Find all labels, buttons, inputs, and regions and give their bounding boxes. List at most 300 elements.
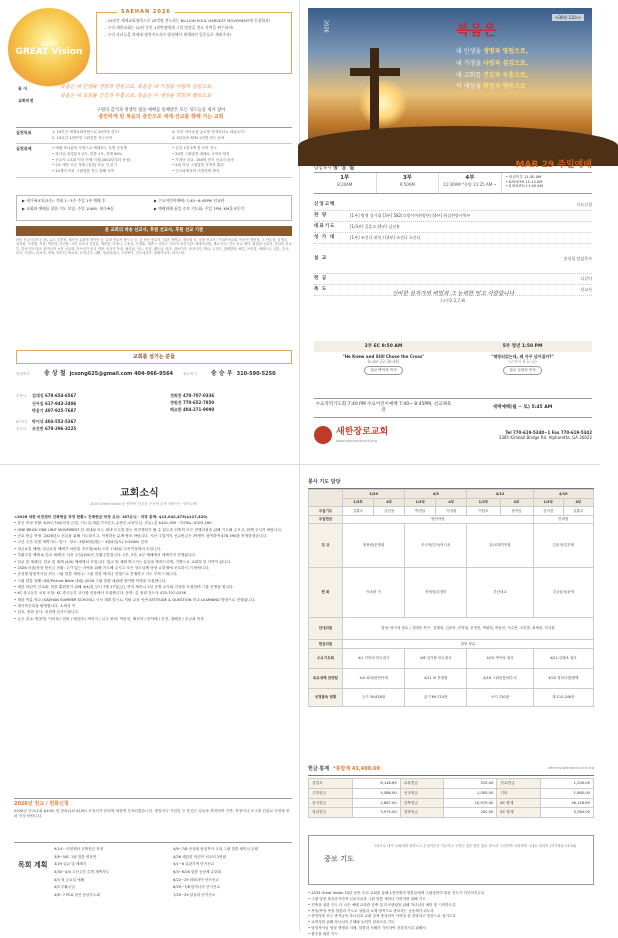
offering-value: 1,200.00 bbox=[540, 779, 593, 789]
prayer-item: • 그림 말씀 복음증거사역 선교사들과 그림 말씀 세미나 사역자를 위해 기도 bbox=[308, 896, 426, 901]
fellowship-body: 2026년 친교(1회 $400) 및 헌화(1회 $100) 신청서가 준비에 새롭게 부착되었습니다. 생일이나 기념일 등 뜻깊은 날들을 축하하며 가족, 목장이나 소그룹 단위로 사랑을 헌화 신청 바랍니다. bbox=[14, 809, 290, 818]
staff-name: 조진만 678-296-3225 bbox=[32, 426, 77, 432]
news-item: <2026 새한 비전센터 건축헌금 작정 현황> 건축헌금 작정 유닛: 187유닛 · 작정 총액: $13,042,475($127,420) bbox=[14, 515, 208, 519]
plan-item: 4. 3년동안 ATM 1천명 전도 동력 bbox=[172, 135, 225, 140]
order-key: 신앙고백 bbox=[314, 202, 336, 208]
offering-value: 200.00 bbox=[444, 808, 497, 818]
offering-key: 장학헌금 bbox=[400, 808, 444, 818]
church-url[interactable]: www.saehanchurch.org bbox=[336, 438, 377, 443]
plan-col-left bbox=[54, 843, 173, 924]
duty-cell: 최용렬/문명섭 bbox=[343, 524, 405, 568]
senior-name: 송 승 우 bbox=[211, 370, 233, 377]
duty-date: 4/12 bbox=[467, 490, 533, 499]
plan-label: 실천목표 bbox=[16, 130, 32, 135]
duty-cell: 길훈모 bbox=[563, 507, 593, 516]
other-services-header bbox=[314, 341, 592, 352]
hero-lines bbox=[456, 48, 528, 95]
duty-label: 성경통독 현황 bbox=[309, 688, 343, 706]
saehan-line: - 우리 자녀들을 차세대 영적지도자로 양성해서 세계하인 일꾼들로 세워주자! bbox=[105, 31, 232, 37]
hero-line-a: 내 가정을 bbox=[456, 59, 482, 67]
ec-sermon-title: "He Knew and Still Chose the Cross" bbox=[342, 354, 425, 359]
offering-value: 36,126.69 bbox=[540, 798, 593, 808]
staff-name: 정희찬 470-707-0336 bbox=[170, 393, 215, 398]
service-clock: 9:50AM bbox=[399, 182, 415, 188]
order-value: [1/3부] 길훈모 [4부] 김선용 bbox=[350, 224, 400, 230]
order-row bbox=[314, 211, 592, 222]
news-item: • 선교 헌금 작정: 2026년도 선교를 위해 기도하시고, 작정하신 분께 협조 바랍니다. 지난 주일까지 선교헌금은 79명이 참여하여 $78,390을 작정하셨습니다. bbox=[14, 534, 268, 539]
youth-sermon-ref: (로마서 6:1~2) bbox=[508, 359, 537, 365]
staff-title: 전도사 bbox=[16, 427, 27, 432]
news-item: • 입교 및 세례식: 입교 및 세례 (4/5) 예배에서 모입니다. 입교 및 세례 받으시는 분들을 축하드리며, 기쁨으로 교회의 한 가족이 됩니다. bbox=[14, 559, 232, 564]
hero-line bbox=[456, 72, 528, 80]
news-item: • 새한 어린이 선교회: 말씀 훈련하기 위해 4/4(일 부터 7월 17일(금), 까지 세미나 1년 운영 교사와 가정을 모집하며 그룹 운영을 합니다. bbox=[14, 584, 234, 589]
hero-line-b: 건강과 부흥으로, bbox=[483, 71, 528, 79]
ministry-plan bbox=[14, 842, 292, 924]
schedule-item: ▶ 새가족교육(3주): 격월 1~3주 주일 1부 예배 후 bbox=[22, 198, 106, 203]
staff-entry bbox=[154, 400, 292, 405]
staff-grid bbox=[16, 393, 292, 434]
duty-cell: 김윤정/김진제 bbox=[533, 524, 593, 568]
duty-label: 안내위원 bbox=[309, 618, 343, 640]
news-item: • ONE BRICK ONE UNIT MOVEMENT 한 세대와 모는 세대 모두를 품는 비전센터가 될 수 있도록 건축의 모든 전행과정을 위해 기도해 주시고, 함께 주시기 바랍니다. bbox=[14, 527, 283, 532]
order-key: 헌 금 bbox=[314, 276, 328, 282]
offering-key: EC 합계 bbox=[497, 808, 541, 818]
church-phone: Tel 770-619-5340~1 Fax 770-619-5342 bbox=[505, 429, 592, 435]
duty-cell: 쓰기 720장 bbox=[467, 688, 533, 706]
duty-table bbox=[308, 489, 594, 707]
hero-line bbox=[456, 83, 528, 91]
news-item: • 2026 마을/목장 헌신금 현황: 주가 있는 지역을 위해 기도해 주시고 모든 성도님께 당당 요한계에 공로하시 기 바랍니다. bbox=[14, 565, 210, 570]
duty-sub-row bbox=[309, 498, 594, 507]
saehan-line: - 우리 새한교회는 10년 동안 1천만명에게 그림 말씀을 전도 사역을 완수하자! bbox=[105, 24, 234, 30]
duty-cell: 담당 장로 bbox=[343, 640, 594, 649]
plan-event: 6/29~7/8 탄자니아 단기선교 bbox=[173, 885, 220, 890]
duty-cell: 이정섭 bbox=[436, 507, 467, 516]
offering-value: 5,364.00 bbox=[540, 808, 593, 818]
duty-sub: 4부 bbox=[374, 498, 405, 507]
duty-row bbox=[309, 568, 594, 618]
duty-sub: 1/3부 bbox=[467, 498, 500, 507]
service-info bbox=[314, 160, 592, 172]
news-item: • 성금요일 예배: 성금요일 예배가 마련된 곳모임(4/3) 오후 7:45분 다목적실에서 모입니다. bbox=[14, 546, 162, 551]
service-times bbox=[314, 172, 592, 194]
duty-cell: 박경일 bbox=[405, 507, 436, 516]
plan-item: • 2호 예한 모든 목원 (성경) 선교 지 읽기 bbox=[52, 163, 117, 168]
offering-value: 5,586.00 bbox=[352, 788, 400, 798]
prayer-list bbox=[308, 891, 594, 938]
sermon bbox=[314, 291, 592, 303]
offering-key: 십일조 bbox=[309, 779, 353, 789]
duty-label: 주일헌금 bbox=[309, 515, 343, 524]
prayer-verse: 그리므로 내가 너희에게 말하노니 무엇이든지 기도하고 구하는 것은 받은 줄로 믿으라 그리하면 너희에게 그대로 되리라 (마가복음 11:24) bbox=[373, 844, 577, 848]
staff-entry bbox=[16, 393, 154, 399]
order-value: [1부] 조선나 권익 / [4부] 조선나 호산나 bbox=[350, 235, 421, 241]
prayer-item: • 교역자를 위해 하나님의 은혜와 능력이 넘치도록 기도 bbox=[308, 920, 395, 925]
pastor-title: 담임목사 bbox=[16, 371, 30, 376]
offering-total: *총합계 41,490.69 bbox=[333, 766, 381, 772]
duty-cell: 4/18 그림말씀/양수선 bbox=[467, 668, 533, 688]
church-footer bbox=[314, 426, 592, 444]
staff-entry bbox=[154, 407, 292, 412]
duty-sub: 4부 bbox=[563, 498, 593, 507]
plan-row bbox=[16, 144, 292, 177]
hero-year: 2026 bbox=[322, 20, 329, 33]
plan-col-right bbox=[173, 843, 292, 924]
staff-name: 신아임 617-943-2406 bbox=[32, 400, 77, 406]
offering-key: 감사헌금 bbox=[309, 798, 353, 808]
offering-row bbox=[309, 798, 594, 808]
plan-item: • 10개의 아본 그림말씀 전도 당해 사역 bbox=[52, 169, 115, 174]
prayer-verse-box bbox=[308, 835, 594, 885]
order-person: 설교자 bbox=[580, 287, 592, 293]
offering-key: KC 합계 bbox=[497, 798, 541, 808]
duty-cell: 김규윤/임윤영 bbox=[533, 568, 593, 618]
mission-line: 구원의 감격과 영생의 법을 예배를 통해받은 모든 성도들을 제자 삼아 bbox=[96, 108, 226, 113]
offering-table bbox=[308, 778, 594, 818]
youth-preacher: 설교 김대성 목사 bbox=[503, 366, 542, 375]
duty-cell: 부산대교 bbox=[467, 568, 533, 618]
plan-event: 4/5 부활주일 bbox=[54, 885, 75, 890]
other-services bbox=[314, 354, 592, 375]
schedule-item: ▶ 예배위해 통일 중보 기도회: 주일 7PM, KM홀교동석 bbox=[154, 205, 244, 211]
duty-cell: 이남호 bbox=[467, 507, 500, 516]
sunrise-glow bbox=[358, 78, 408, 128]
youth-time: • E-YOUTH 11:40 AM bbox=[505, 184, 543, 189]
plan-item: • 예배 하나됨의 사랑으로 예배하는 특별 공동체 bbox=[52, 146, 127, 151]
duty-sub: 4부 bbox=[500, 498, 533, 507]
plan-item: • 신교지 1교회 이상 전체 지정(2002년부터 동참) bbox=[52, 157, 131, 162]
page-news bbox=[0, 465, 300, 931]
duty-cell: 장석임 bbox=[500, 507, 533, 516]
news-item: • 부활주일 예배 & 친교 세례식: 다음 주일(4/5)은 부활주일입니다. 1부, 3부, 4부 예배에서 세례식이 진행됩니다. bbox=[14, 553, 197, 558]
duty-label: 헌 화 bbox=[309, 568, 343, 618]
duty-cell: 4/8 김기환 안수집사 bbox=[405, 648, 467, 668]
worship-order bbox=[314, 200, 592, 296]
offering-header bbox=[308, 766, 594, 776]
service-date: MAR 29 주일예배 bbox=[515, 160, 592, 170]
plan-event: 4/6~7 PCA 한인 동남부노회 bbox=[54, 893, 100, 898]
order-person: 송상철 담임목사 bbox=[563, 255, 592, 261]
plan-table bbox=[16, 127, 292, 178]
prayer-label: 중보 기도 bbox=[324, 855, 354, 864]
duty-row bbox=[309, 618, 594, 640]
duty-cell: 4/25 정다니엘/양백 bbox=[533, 668, 593, 688]
duty-row bbox=[309, 524, 594, 568]
church-mission bbox=[30, 108, 292, 120]
duty-cell: 꿈/모래가목장 bbox=[467, 524, 533, 568]
plan-item: 2. 10년간 1천만명 그림말씀 전도사역 bbox=[52, 135, 112, 140]
cross-beam bbox=[350, 68, 400, 76]
saturday-row bbox=[309, 668, 594, 688]
news-title: 교회소식 bbox=[120, 488, 159, 499]
vision-label: 교회비전 bbox=[18, 98, 34, 103]
saehan-line: - 10년간 세계교회협력으로 20억명 전도하는 BILLION SOUL HARVEST MOVEMENT에 동참하자! bbox=[105, 18, 271, 23]
offering-title: 헌금 통계 bbox=[308, 766, 330, 772]
plan-event: 7/20~29 앙골라 단기선교 bbox=[173, 893, 216, 898]
hero-line-a: 이 세상을 bbox=[456, 83, 482, 91]
staff-entry bbox=[16, 419, 154, 425]
staff-title: 부목사 bbox=[16, 394, 27, 398]
offering-row bbox=[309, 779, 594, 789]
pastor-name: 송 상 철 bbox=[332, 163, 355, 171]
church-logo-icon bbox=[314, 426, 332, 444]
staff-col bbox=[16, 393, 154, 434]
duty-cell: 김석현 bbox=[533, 507, 563, 516]
service-label: 3부 bbox=[402, 175, 412, 181]
order-person: 다같이 bbox=[580, 276, 592, 282]
senior-title: 원로목사 bbox=[183, 371, 197, 376]
order-key: 대표기도 bbox=[314, 224, 336, 230]
service-clock: 8:20AM bbox=[337, 182, 353, 188]
ec-service-label: 2부 EC 9:50 AM bbox=[364, 343, 403, 349]
duty-date: 4/19 bbox=[533, 490, 593, 499]
offering-value: 2,667.00 bbox=[352, 798, 400, 808]
duty-cell: 계 110,248장 bbox=[533, 688, 593, 706]
staff-name: 정원진 770-652-7850 bbox=[170, 400, 215, 406]
duty-row bbox=[309, 515, 594, 524]
duty-corner bbox=[309, 490, 343, 507]
offering-key: 기타 bbox=[497, 788, 541, 798]
news-item: • 유닛 작정 현황: $197,740(미정 금일, 기도실,계룡,가프론트,수중부,교육부실, 사무) 총 $401,550 · TOTAL: $325,160 bbox=[14, 521, 212, 526]
hero-line bbox=[456, 60, 528, 68]
duty-cell: 4/11 Vi 찬양팀 bbox=[405, 668, 467, 688]
ec-sermon-ref: (Luke 22:39-44) bbox=[367, 359, 400, 365]
plan-row bbox=[16, 128, 292, 144]
youth-times bbox=[502, 173, 592, 193]
offering-key: 주일헌금 bbox=[309, 788, 353, 798]
duty-cell: 읽기 69,710장 bbox=[405, 688, 467, 706]
plan-event: 3/29 입교 및 세례식 bbox=[54, 862, 87, 867]
schedule-item: ▶ 수요어린이예배: 7:40~8:45PM 선교관 bbox=[154, 198, 225, 203]
order-person: 사도신경 bbox=[576, 202, 592, 208]
duty-sub: 1/3부 bbox=[533, 498, 563, 507]
order-row bbox=[314, 200, 592, 211]
prayer-item: • 환우를 위한 기도 bbox=[308, 932, 338, 937]
missionary-list: 파송 선교사 (미국 남), 유수 김경석, 새가족 유형에 정석선 등, 유형 선교사 봉사시 등, 김 운동 선교사, 일관, 양명수, 정보섭 등. 후원 선교사: 가 GP 선교회, 아시아 정봉정, 그 안수정, 김명수, 임성원, 이정엽, 허남, 박미경, 이진용, 시민 선교사 김진홍, 박한종, 이바나, 주동일, 신재훈, 에반스 시미프. 선교지 파송기관: 세계선교회, 케냐 전도, 인도 선교 센터, 필리핀 선교지, 중남미 선교부, 캄보디아 학교, 탄자니아 소망 선교회, 아프리카 선교 연합. 선교지 목록: 필리핀, 인도, 몽골, 베트남, 태국, 캄보디아, 탄자니아, 케냐, 우간다, 과테말라, 페루, 브라질, 에콰도르, 일본, 중국, 터키, 이집트, 러시아, 쿠바, 아이티, 멕시코, 도미니카, 네팔, 방글라데시, 스리랑카, 인도네시아, 말레이시아, 파키스탄. bbox=[16, 238, 292, 256]
offering-row bbox=[309, 808, 594, 818]
pastor-contact: jcsong625@gmail.com 404-966-9564 bbox=[69, 370, 174, 377]
plan-event: 5/1~6 유관지역 단기선교 bbox=[173, 862, 215, 867]
bible-reading-row bbox=[309, 688, 594, 706]
duty-cell: 이옥란 가 bbox=[343, 568, 405, 618]
duty-date: 4/5 bbox=[405, 490, 467, 499]
plan-item: • 금년 1천 2백 틀 모아 전도 bbox=[172, 146, 217, 151]
prayer-item: • 목돌/목장 목장 말씀과 기도로 성령과 교제 영적으로 중보하는 공동체가 되도록 bbox=[308, 908, 434, 913]
duty-label: 수요기도회 bbox=[309, 648, 343, 668]
plan-event: 9/14~ 비전센터 건축헌금 작정 bbox=[54, 847, 104, 851]
schedule-item: ▶ 교회와 예배를 위한 기도 모임: 주일 10AM, 새가족실 bbox=[22, 205, 114, 211]
duty-cell: 담당: 양시정 장로 / 김태민 목사 · 김제희, 김윤아, 문명섭, 문정현, 박광희, 박윤선, 이수연, 주미향, 최제성, 허규원 bbox=[343, 618, 594, 640]
offering-key: 청년헌금 bbox=[309, 808, 353, 818]
plan-event: 6/22~29 파라과이 단기선교 bbox=[173, 877, 219, 882]
offering-value: 8,148.69 bbox=[352, 779, 400, 789]
order-row bbox=[314, 222, 592, 233]
ec-preacher: 설교 박이삭 목사 bbox=[364, 366, 403, 375]
duty-sub: 1/3부 bbox=[343, 498, 374, 507]
service-time bbox=[439, 173, 502, 193]
vision-title: GREAT Vision bbox=[15, 47, 83, 58]
duty-label: 주일기도 bbox=[309, 507, 343, 516]
duty-label: 친 교 bbox=[309, 524, 343, 568]
service-label: 1부 bbox=[340, 175, 350, 181]
cross-hero-image bbox=[308, 8, 592, 156]
duty-cell: 4/4 최피/양헌아재 bbox=[343, 668, 405, 688]
ec-service bbox=[314, 354, 453, 375]
duty-cell: 등기 39,818장 bbox=[343, 688, 405, 706]
plan-col-right bbox=[172, 130, 292, 141]
plan-label: 실천과제 bbox=[16, 146, 32, 152]
senior-contact: 310-590-5250 bbox=[236, 370, 276, 377]
page-vision bbox=[0, 0, 300, 465]
weekday-services bbox=[314, 398, 592, 418]
offering-value: 510.00 bbox=[444, 779, 497, 789]
issue-number: <30년 13호> bbox=[552, 14, 584, 21]
staff-name: 김대성 678-654-6567 bbox=[32, 393, 77, 398]
dawn-service: 새벽예배(월 ~ 토) 5:45 AM bbox=[492, 405, 553, 411]
church-identity bbox=[332, 427, 388, 443]
hero-line-a: 내 인생을 bbox=[456, 48, 482, 55]
duty-row bbox=[309, 507, 594, 516]
plan-col-left bbox=[52, 130, 172, 141]
offering-value: 3,975.00 bbox=[352, 808, 400, 818]
sermon-reference: (고전2:2,7,8) bbox=[440, 298, 466, 304]
news-item: • 친교, 헌화 감사: 성경에 감사드립니다. bbox=[14, 610, 80, 615]
hero-line bbox=[456, 48, 528, 56]
duty-cell: 4/22 김혜옥 권사 bbox=[533, 648, 593, 668]
news-item: • 그림 말씀 강해 대회(Picture Bible 대회) 2026 그림 말씀 대회에 참여할 학생을 모집합니다. bbox=[14, 578, 167, 583]
duty-cell: 조국영/김시/마니선 bbox=[405, 524, 467, 568]
plan-event: 4/8~7/8 송성철 담임목사 국내 그림 말씀 세미나 순회 bbox=[173, 847, 259, 851]
staff-name: 배요한 404-271-9090 bbox=[170, 407, 215, 413]
goal-label: 표 어 bbox=[18, 86, 28, 91]
church-name: 새한장로교회 bbox=[336, 426, 389, 437]
news-item: • 새한 여름 학교 (SAEHAN SUMMER SCHOOL) 시사 계획 앞으로 지원 교육 이번 ATTITUDE & QUESTION 학교 LEARNING 방향으로 진행됩니다. bbox=[14, 597, 256, 602]
offering-key: 친교헌금 bbox=[497, 779, 541, 789]
offering-key: 교육헌금 bbox=[400, 779, 444, 789]
duty-label: 헌금위원 bbox=[309, 640, 343, 649]
plan-item: • 50명 그림말씀 예배로 사역자 양성 bbox=[172, 152, 230, 157]
duty-title: 봉사 기도 담당 bbox=[308, 479, 594, 489]
plan-item: • 가대난 하교, 180명 단기 선교지 파송 bbox=[172, 157, 235, 162]
service-time bbox=[377, 173, 440, 193]
goal-lines bbox=[60, 84, 292, 101]
duty-cell: 안내팀 bbox=[533, 515, 593, 524]
plan-item: 3. 우리 자녀들을 글로벌 영적리더로 세워주기! bbox=[172, 130, 246, 134]
wednesday-service: 수요지역기도회 7:40 PM 수요어린이예배 7:40~ 8:45PM, 선교체육관 bbox=[315, 402, 452, 413]
offering-key: 선교헌금 bbox=[400, 788, 444, 798]
youth-time: • 어린이부 11:30 AM bbox=[505, 175, 542, 179]
hero-title: 복음은 bbox=[456, 23, 497, 39]
youth-service-label: 5부 청년 1:50 PM bbox=[502, 343, 543, 349]
order-key: 축 도 bbox=[314, 287, 328, 293]
news-item: • 고난 주간 특별 새벽기도: 일시 · 장소: 3월30일(월) ~ 4월4일(토) 5:45AM, 본당 bbox=[14, 540, 148, 545]
staff-header: 교회를 섬기는 분들 bbox=[16, 350, 292, 364]
plan-item: • 인스타에서만 비전하며 생각 bbox=[172, 169, 220, 174]
hero-line-b: 희망과 행복으로 bbox=[483, 83, 526, 91]
plan-col-right bbox=[172, 146, 292, 174]
church-contact bbox=[499, 430, 592, 440]
prayer-item: • 건축을 위한 기도 더 나은 예배 교육관 증축 및 리모델링을 위해 하나님의 예비 및 시작하도록 bbox=[308, 902, 456, 907]
ministry-plan-label: 목회 계획 bbox=[18, 861, 48, 869]
pastor-line bbox=[314, 164, 354, 172]
wednesday-row bbox=[309, 648, 594, 668]
vision-year: 2033 bbox=[40, 40, 58, 48]
offering-value: 1,865.00 bbox=[540, 788, 593, 798]
plan-event: 4/3 성 금요일 예배 bbox=[54, 877, 85, 882]
order-key: 설 교 bbox=[314, 255, 328, 261]
staff-entry bbox=[16, 426, 154, 432]
staff-name: 박이삭 404-552-5367 bbox=[32, 418, 77, 424]
staff-entry bbox=[16, 408, 154, 413]
schedule-col bbox=[154, 199, 286, 217]
cross-icon bbox=[370, 48, 379, 138]
prayer-item: • 중직자를 모든 중직들이 하나님과 교회 앞에 충성되이 사역을 잘 감당하고 믿음으로 섬기도록 bbox=[308, 914, 456, 919]
duty-label: 토요새벽 찬양팀 bbox=[309, 668, 343, 688]
goal-line: 복음은 내 인생을 생명과 영원으로, 복음은 내 가정을 사랑과 섬김으로, bbox=[60, 84, 213, 90]
youth-service bbox=[453, 354, 592, 375]
pastor-label: 담임목사 bbox=[314, 165, 332, 171]
order-row bbox=[314, 244, 592, 274]
youth-sermon-title: "해방되었는데, 왜 자꾸 넘어질까?" bbox=[491, 354, 554, 359]
offering-url[interactable]: offering.saehanchurch.org bbox=[547, 766, 594, 770]
page-worship bbox=[300, 0, 600, 465]
news-item: • 새가족등록을 환영합니다. 소외자 이 bbox=[14, 604, 76, 609]
plan-item: • 하나님 성경통독 2독, 말씀 1독, 전체 60% bbox=[52, 152, 123, 157]
staff-entry bbox=[16, 401, 154, 406]
service-label: 4부 bbox=[465, 175, 475, 181]
page-service-duties bbox=[300, 465, 600, 937]
order-row bbox=[314, 233, 592, 244]
offering-value: 10,970.00 bbox=[444, 798, 497, 808]
hero-line-b: 사랑과 섬김으로, bbox=[483, 59, 528, 67]
fellowship-title: 2026년 친교 / 헌화신청 bbox=[14, 798, 292, 808]
saehan-header: SAEHAN 2026 bbox=[117, 9, 175, 16]
church-address: 3385 Kimball Bridge Rd. Alpharetta, GA 30022 bbox=[498, 435, 592, 440]
order-key: 찬 양 bbox=[314, 213, 328, 219]
staff-entry bbox=[154, 393, 292, 398]
duty-cell: 양선아팀 bbox=[343, 515, 534, 524]
sermon-title: 신비한 심자가의 비밀과 그 능력한 믿고 사랑합니다 bbox=[391, 291, 515, 297]
duty-date: 3/29 bbox=[343, 490, 405, 499]
duty-cell: 4/1 이만희 안수집사 bbox=[343, 648, 405, 668]
duty-row bbox=[309, 640, 594, 649]
order-key: 성 가 대 bbox=[314, 235, 336, 241]
news-list bbox=[14, 515, 292, 623]
plan-event: 3/6~5/8 그림 말씀 영웅반 bbox=[54, 854, 97, 859]
staff-lead-row bbox=[16, 370, 292, 378]
service-clock: 11:30AM *한양 11:25 AM ~ bbox=[443, 182, 497, 188]
plan-event: 6/3~6/26 말씀 공동체 수련회 bbox=[173, 870, 222, 875]
duty-sub: 1/3부 bbox=[405, 498, 436, 507]
plan-col-left bbox=[52, 146, 172, 174]
duty-cell: 길훈모 bbox=[343, 507, 374, 516]
staff-name: 박윤기 407-925-7687 bbox=[32, 407, 77, 413]
missionary-header: 본 교회의 파송 선교사, 후원 선교사, 후원 선교 기관 bbox=[16, 226, 292, 236]
schedule-box bbox=[16, 195, 292, 221]
news-item: • KC 중고등부 교육 모임: KC 중고등부 교사를 건물에서 모집합니다. 문의: 김 정희 전도사 470-707-0336 bbox=[14, 591, 186, 596]
goal-line: 복음은 내 교회를 건강과 부흥으로, 복음은 이 세상을 희망과 행복으로 bbox=[60, 92, 212, 99]
duty-sub: 4부 bbox=[436, 498, 467, 507]
service-time bbox=[314, 173, 377, 193]
great-vision-badge bbox=[8, 8, 90, 90]
news-subtitle: 2033 Great Vision을 향하여 믿음을 온전히 굳게 세워가는 새한교회! bbox=[90, 502, 198, 506]
order-row bbox=[314, 274, 592, 285]
prayer-item: • 2033 Great Vision 10년 동안 우리 교회를 통해 1천만명의 영혼들에게 그림말씀이 복음 전도가 이루어지도록 bbox=[308, 891, 485, 895]
offering-key: 건축헌금 bbox=[400, 798, 444, 808]
hero-line-a: 내 교회를 bbox=[456, 71, 482, 79]
offering-row bbox=[309, 788, 594, 798]
plan-item: • 2회 이상 그림말씀 사역자 훈련 bbox=[172, 163, 224, 168]
